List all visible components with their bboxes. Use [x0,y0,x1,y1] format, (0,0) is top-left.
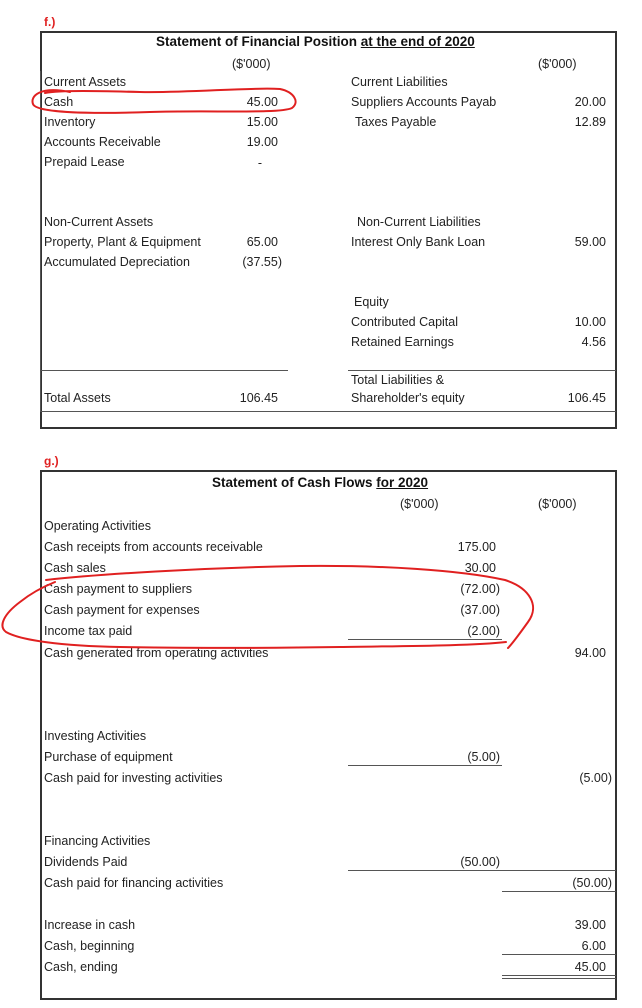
asset-value: - [257,156,263,170]
asset-label: Prepaid Lease [44,155,125,169]
section-label-g: g.) [44,454,59,468]
operating-payments-circle-annotation [2,566,533,648]
financing-label: Dividends Paid [44,855,128,869]
total-liab-value: 106.45 [567,391,606,405]
equity-value: 10.00 [574,315,606,329]
investing-heading: Investing Activities [44,729,147,743]
asset-label: Inventory [44,115,96,129]
non-current-liabilities-heading: Non-Current Liabilities [357,215,481,229]
financing-total-label: Cash paid for financing activities [44,876,224,890]
current-liabilities-heading: Current Liabilities [351,75,448,89]
operating-label: Cash sales [44,561,106,575]
operating-total-label: Cash generated from operating activities [44,646,269,660]
equity-label: Retained Earnings [351,335,454,349]
summary-value: 39.00 [574,918,606,932]
equity-heading: Equity [354,295,389,309]
asset-label: Accumulated Depreciation [44,255,190,269]
operating-label: Cash payment to suppliers [44,582,192,596]
summary-label: Cash, beginning [44,939,135,953]
section-label-f: f.) [44,15,56,29]
operating-label: Cash receipts from accounts receivable [44,540,263,554]
asset-value: 65.00 [246,235,278,249]
liability-label: Interest Only Bank Loan [351,235,486,249]
scf-unit-mid: ($'000) [400,497,439,511]
summary-value: 6.00 [581,939,606,953]
total-assets-value: 106.45 [239,391,278,405]
scf-unit-right: ($'000) [538,497,577,511]
asset-value: 45.00 [246,95,278,109]
asset-value: 19.00 [246,135,278,149]
cash-circle-annotation [32,89,295,113]
summary-value: 45.00 [574,960,606,974]
liability-label: Taxes Payable [355,115,437,129]
operating-total-value: 94.00 [574,646,606,660]
total-liab-label: Total Liabilities & [351,373,445,387]
investing-total-label: Cash paid for investing activities [44,771,223,785]
operating-value: (2.00) [467,624,500,638]
asset-label: Accounts Receivable [44,135,161,149]
liability-value: 59.00 [574,235,606,249]
summary-label: Increase in cash [44,918,136,932]
total-liab-label: Shareholder's equity [351,391,465,405]
investing-total-value: (5.00) [579,771,612,785]
scf-title: Statement of Cash Flows for 2020 [212,475,429,490]
total-assets-label: Total Assets [44,391,111,405]
operating-value: 175.00 [457,540,496,554]
investing-label: Purchase of equipment [44,750,173,764]
financing-heading: Financing Activities [44,834,151,848]
operating-label: Income tax paid [44,624,133,638]
sfp-unit-left: ($'000) [232,57,271,71]
operating-heading: Operating Activities [44,519,151,533]
operating-value: (72.00) [460,582,500,596]
liability-value: 20.00 [574,95,606,109]
operating-value: (37.00) [460,603,500,617]
asset-label: Cash [44,95,74,109]
asset-value: 15.00 [246,115,278,129]
investing-value: (5.00) [467,750,500,764]
operating-value: 30.00 [464,561,496,575]
sfp-unit-right: ($'000) [538,57,577,71]
asset-label: Property, Plant & Equipment [44,235,201,249]
sfp-title: Statement of Financial Position at the end of 2020 [156,34,475,49]
financing-value: (50.00) [460,855,500,869]
current-assets-heading: Current Assets [44,75,126,89]
asset-value: (37.55) [242,255,282,269]
operating-label: Cash payment for expenses [44,603,200,617]
summary-label: Cash, ending [44,960,118,974]
equity-label: Contributed Capital [351,315,459,329]
financing-total-value: (50.00) [572,876,612,890]
liability-value: 12.89 [574,115,606,129]
equity-value: 4.56 [581,335,606,349]
liability-label: Suppliers Accounts Payab [351,95,497,109]
non-current-assets-heading: Non-Current Assets [44,215,154,229]
